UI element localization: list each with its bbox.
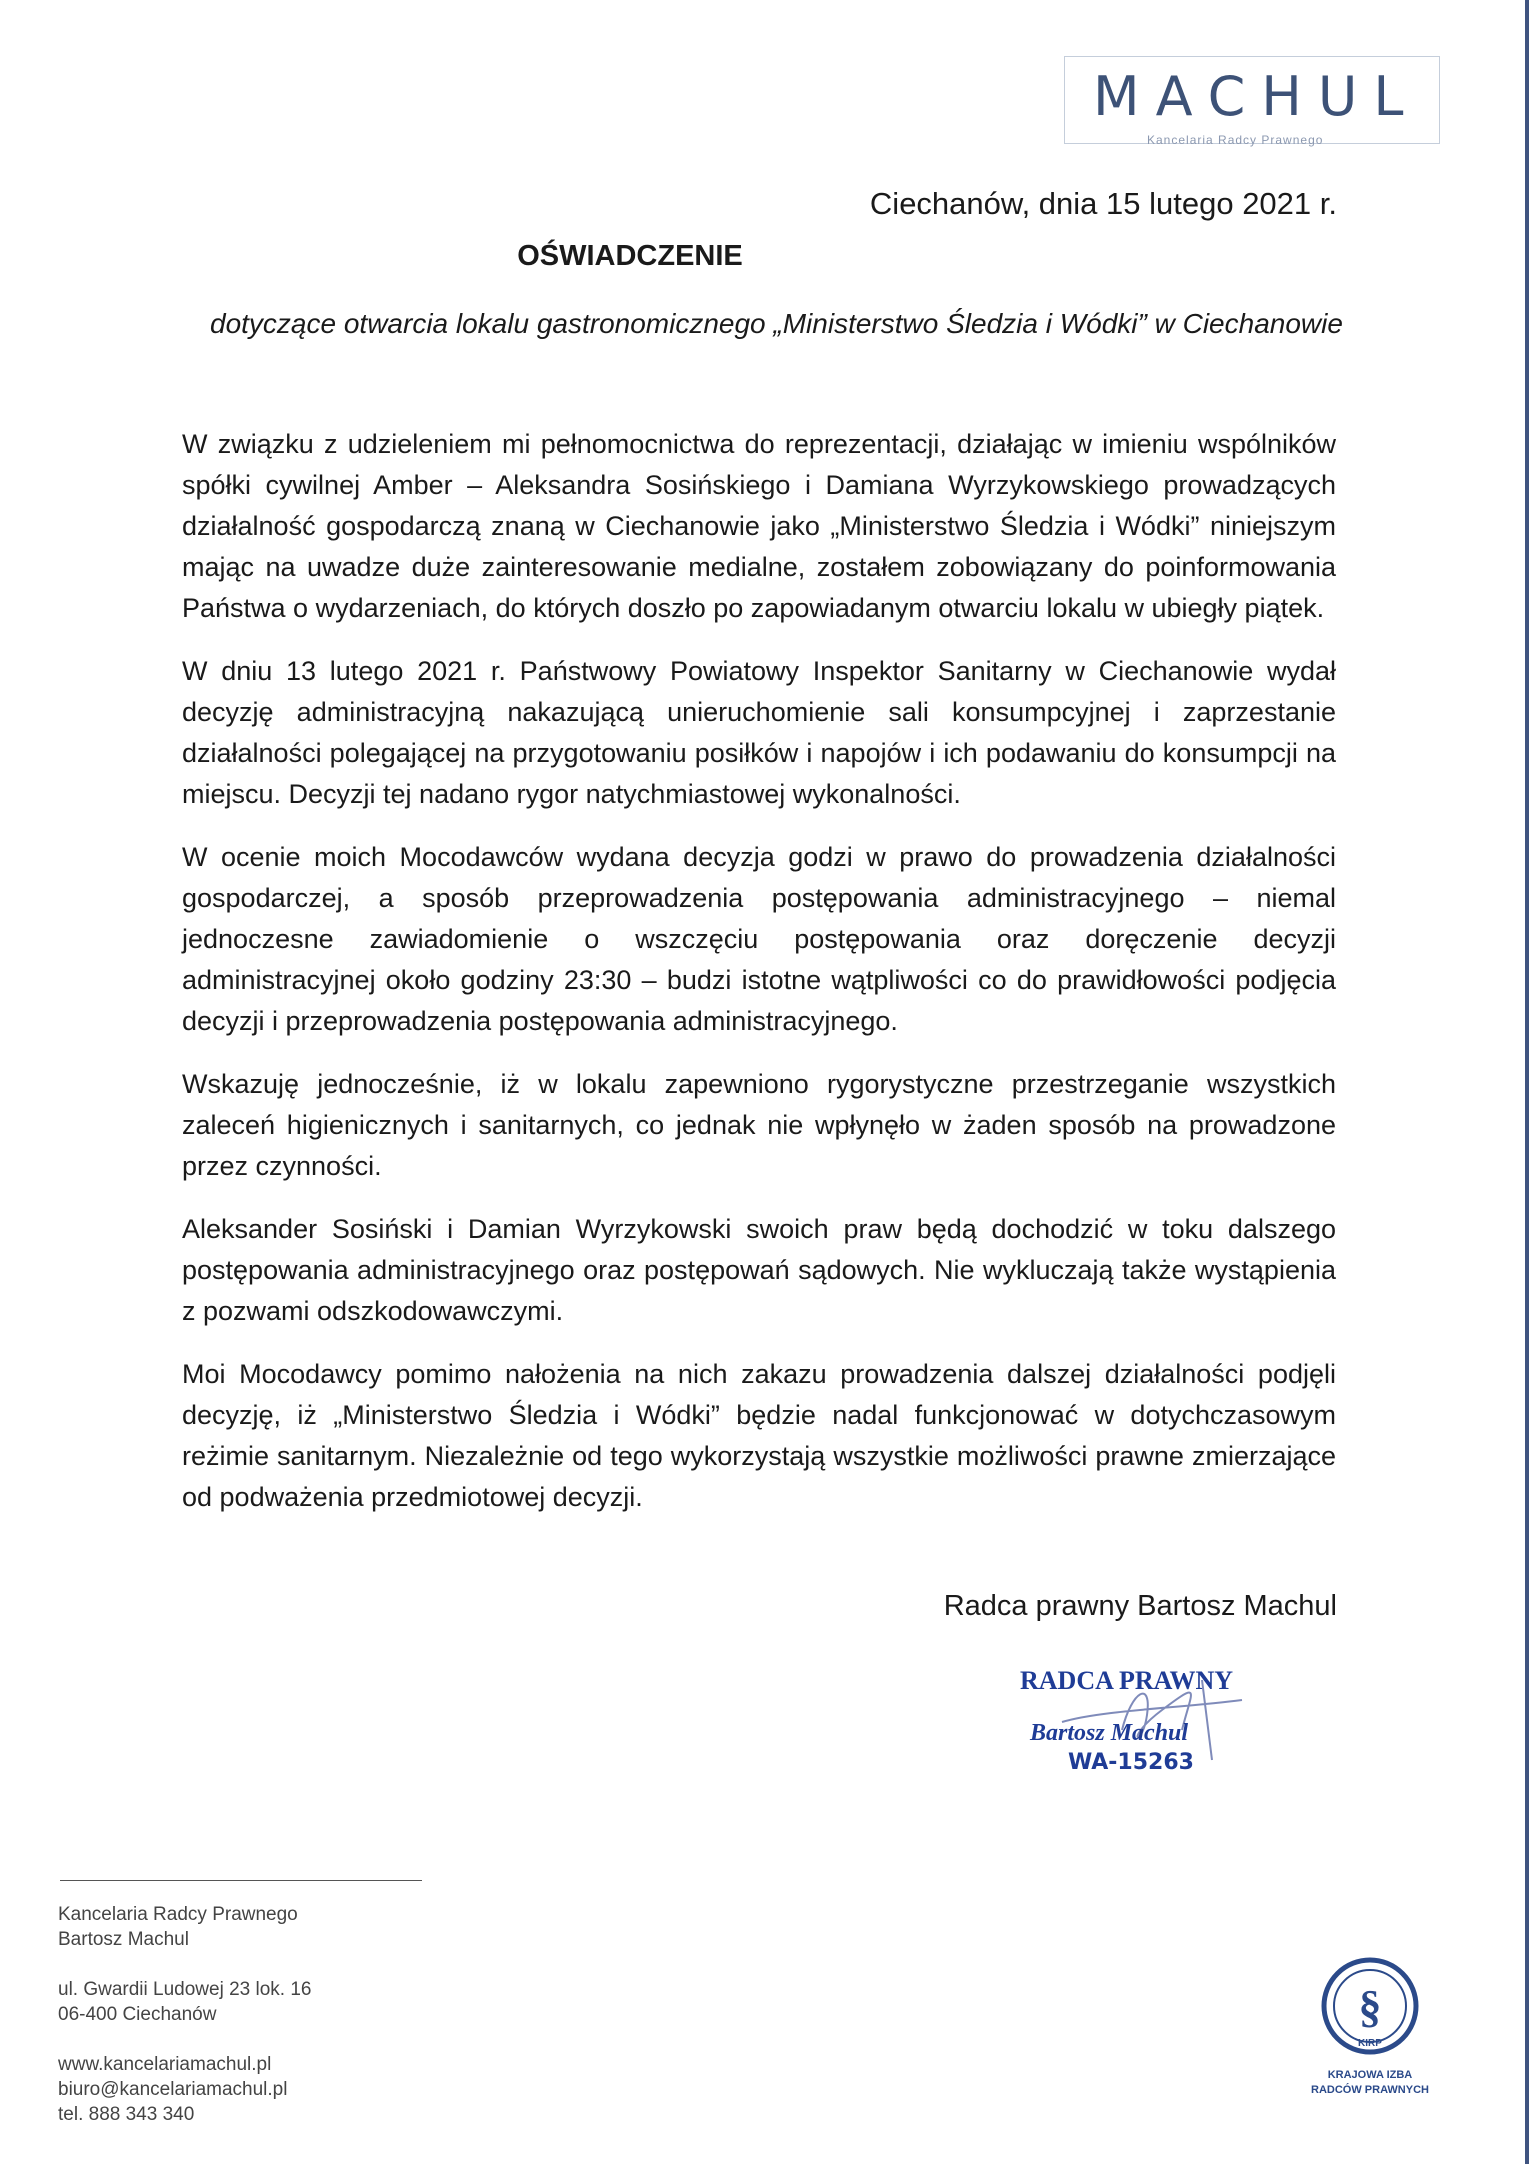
footer-rule — [60, 1880, 422, 1881]
document-title: OŚWIADCZENIE — [517, 240, 743, 272]
kirp-caption-line1: KRAJOWA IZBA — [1327, 2069, 1413, 2081]
right-edge-rule — [1525, 0, 1529, 2164]
footer-contact — [58, 1902, 311, 2127]
footer-address-street: ul. Gwardii Ludowej 23 lok. 16 — [58, 1979, 312, 2000]
kirp-caption-line2: RADCÓW PRAWNYCH — [1311, 2084, 1429, 2096]
stamp-name: Bartosz Machul — [1030, 1720, 1189, 1746]
body-paragraph: Wskazuję jednocześnie, iż w lokalu zapewniono rygorystyczne przestrzeganie wszystkich zaleceń higienicznych i sanitarnych, co jednak nie wpłynęło w żaden sposób na prowadzone przez czynności. — [182, 1069, 1336, 1181]
kirp-emblem-letters: KIRP — [1358, 2038, 1382, 2049]
document-subtitle: dotyczące otwarcia lokalu gastronomicznego „Ministerstwo Śledzia i Wódki” w Ciechanowie — [210, 308, 1343, 339]
logo-subtitle: Kancelaria Radcy Prawnego — [1147, 133, 1324, 147]
logo-wordmark: MACHUL — [1093, 65, 1420, 128]
body-paragraph: W ocenie moich Mocodawców wydana decyzja godzi w prawo do prowadzenia działalności gospodarczej, a sposób przeprowadzenia postępowania administracyjnego – niemal jednoczesne zawiadomienie o wszczęciu postępowania oraz doręczenie decyzji administracyjnej około godziny 23:30 – budzi istotne wątpliwości co do prawidłowości podjęcia decyzji i przeprowadzenia postępowania administracyjnego. — [182, 842, 1336, 1036]
footer-firm-name: Bartosz Machul — [58, 1929, 189, 1950]
footer-email-link[interactable]: biuro@kancelariamachul.pl — [58, 2079, 288, 2100]
footer-firm-line: Kancelaria Radcy Prawnego — [58, 1904, 298, 1925]
kirp-emblem-icon — [1290, 1948, 1450, 2068]
document-title-row — [0, 240, 1530, 273]
body-paragraph: Aleksander Sosiński i Damian Wyrzykowski swoich praw będą dochodzić w toku dalszego postępowania administracyjnego oraz postępowań sądowych. Nie wykluczają także wystąpienia z pozwami odszkodowawczymi. — [182, 1214, 1336, 1326]
handwritten-signature — [1002, 1660, 1272, 1800]
body-paragraph: Moi Mocodawcy pomimo nałożenia na nich zakazu prowadzenia dalszej działalności podjęli decyzję, iż „Ministerstwo Śledzia i Wódki” będzie nadal funkcjonować w dotychczasowym reżimie sanitarnym. Niezależnie od tego wykorzystają wszystkie możliwości prawne zmierzające od podważenia przedmiotowej decyzji. — [182, 1359, 1336, 1512]
date-line: Ciechanów, dnia 15 lutego 2021 r. — [869, 186, 1337, 221]
stamp-title: RADCA PRAWNY — [1020, 1666, 1234, 1695]
signer-name: Radca prawny Bartosz Machul — [943, 1590, 1337, 1622]
footer-phone: tel. 888 343 340 — [58, 2104, 195, 2125]
body-paragraph: W związku z udzieleniem mi pełnomocnictwa do reprezentacji, działając w imieniu wspólników spółki cywilnej Amber – Aleksandra Sosińskiego i Damiana Wyrzykowskiego prowadzących działalność gospodarczą znaną w Ciechanowie jako „Ministerstwo Śledzia i Wódki” niniejszym mając na uwadze duże zainteresowanie medialne, zostałem zobowiązany do poinformowania Państwa o wydarzeniach, do których doszło po zapowiadanym otwarciu lokalu w ubiegły piątek. — [182, 429, 1336, 623]
document-body — [182, 424, 1336, 1540]
footer-address-city: 06-400 Ciechanów — [58, 2004, 217, 2025]
firm-logo — [1064, 56, 1440, 147]
official-stamp — [1002, 1660, 1272, 1800]
kirp-emblem — [1290, 1948, 1450, 2118]
footer-website-link[interactable]: www.kancelariamachul.pl — [58, 2054, 272, 2075]
svg-text:§: § — [1358, 1981, 1382, 2032]
body-paragraph: W dniu 13 lutego 2021 r. Państwowy Powiatowy Inspektor Sanitarny w Ciechanowie wydał decyzję administracyjną nakazującą unieruchomienie sali konsumpcyjnej i zaprzestanie działalności polegającej na przygotowaniu posiłków i napojów i ich podawaniu do konsumpcji na miejscu. Decyzji tej nadano rygor natychmiastowej wykonalności. — [182, 656, 1336, 809]
stamp-number: WA-15263 — [1068, 1750, 1194, 1775]
